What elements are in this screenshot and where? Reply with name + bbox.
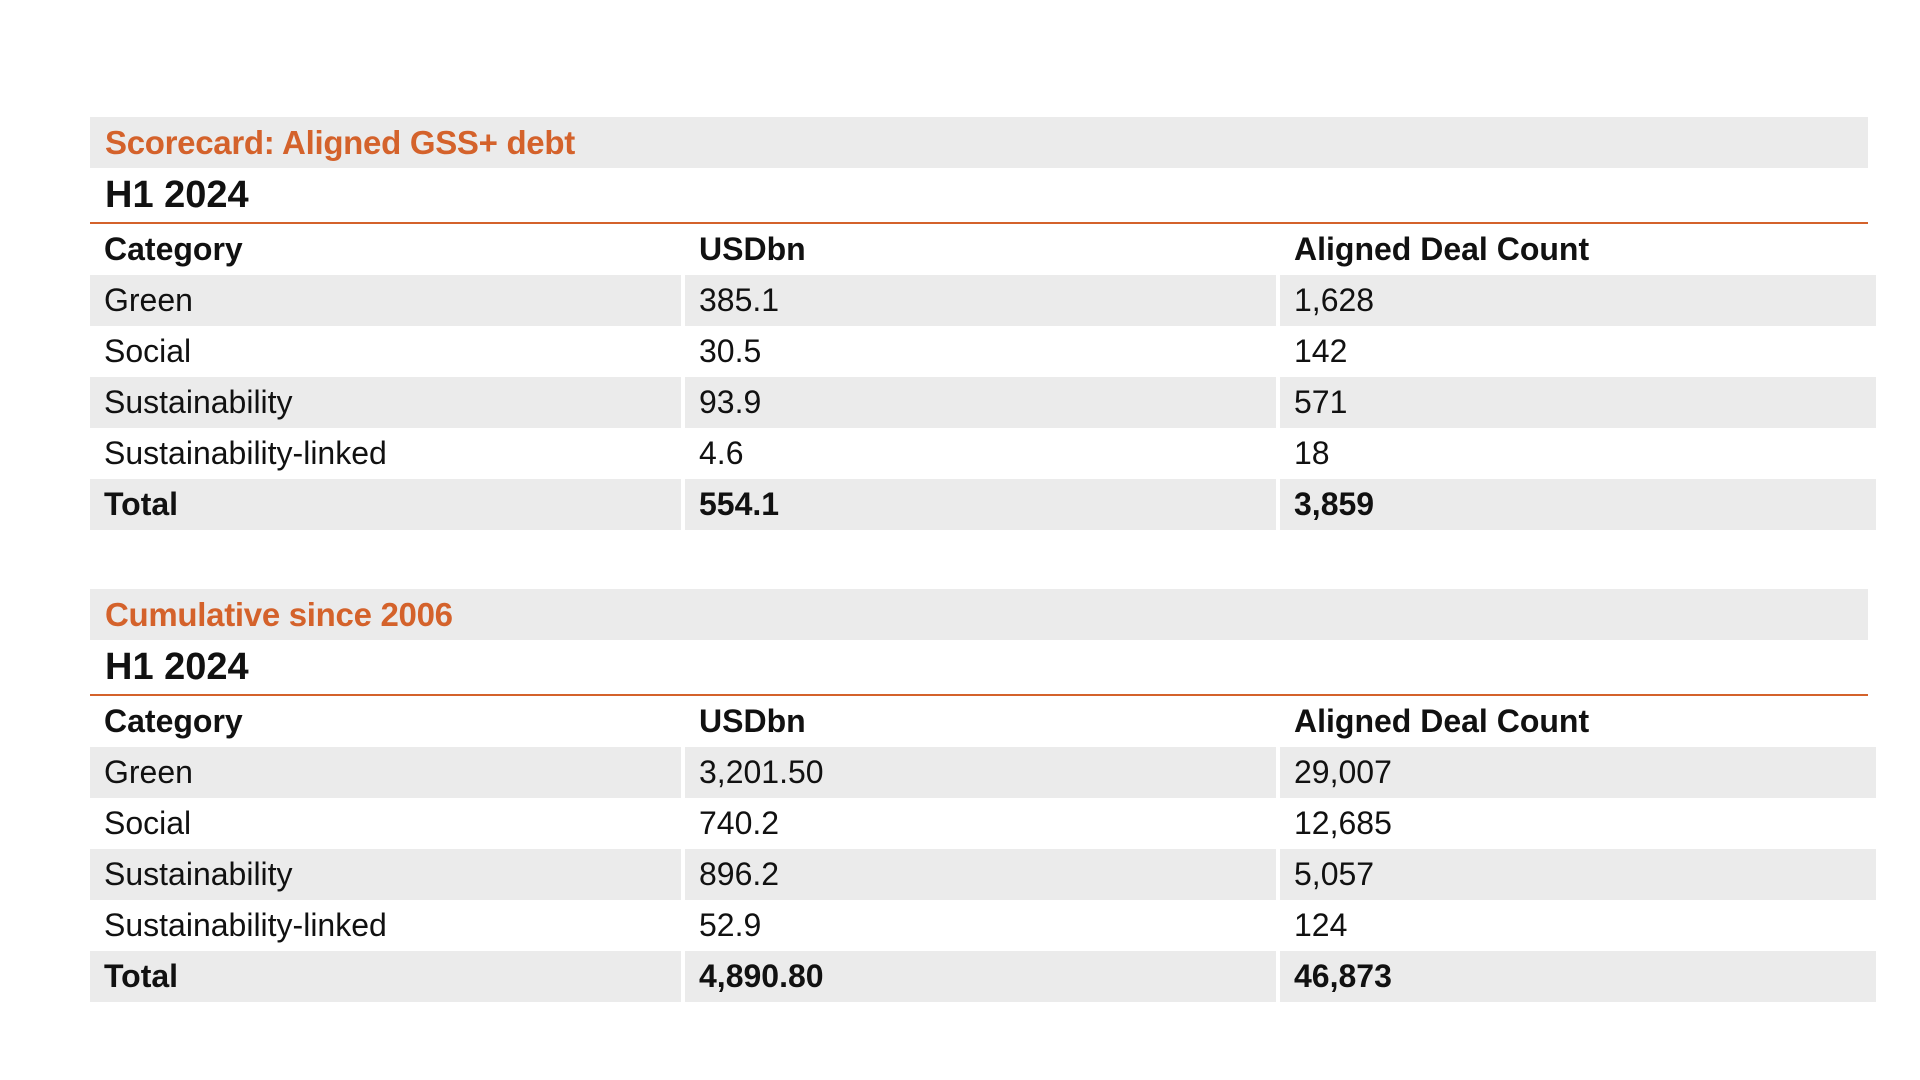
cell-total-deal-count: 3,859 (1280, 479, 1876, 530)
cell-deal-count: 1,628 (1280, 275, 1876, 326)
cell-usdbn: 385.1 (685, 275, 1276, 326)
scorecard-period: H1 2024 (90, 168, 1868, 224)
scorecard-table (86, 224, 1880, 530)
cell-category: Sustainability (90, 377, 681, 428)
cell-usdbn: 93.9 (685, 377, 1276, 428)
table-header-row (90, 224, 1876, 275)
cell-usdbn: 52.9 (685, 900, 1276, 951)
column-header-usdbn: USDbn (685, 696, 1276, 747)
cell-usdbn: 30.5 (685, 326, 1276, 377)
cell-deal-count: 571 (1280, 377, 1876, 428)
cell-category: Green (90, 747, 681, 798)
cell-deal-count: 142 (1280, 326, 1876, 377)
cell-category: Sustainability-linked (90, 900, 681, 951)
cell-category: Green (90, 275, 681, 326)
cell-deal-count: 12,685 (1280, 798, 1876, 849)
cell-usdbn: 4.6 (685, 428, 1276, 479)
table-row (90, 747, 1876, 798)
column-header-category: Category (90, 696, 681, 747)
cell-usdbn: 896.2 (685, 849, 1276, 900)
table-total-row (90, 479, 1876, 530)
table-row (90, 275, 1876, 326)
cell-deal-count: 5,057 (1280, 849, 1876, 900)
cell-category: Social (90, 798, 681, 849)
column-header-category: Category (90, 224, 681, 275)
cell-category: Sustainability (90, 849, 681, 900)
column-header-deal-count: Aligned Deal Count (1280, 224, 1876, 275)
cumulative-table (86, 696, 1880, 1002)
table-header-row (90, 696, 1876, 747)
table-row (90, 377, 1876, 428)
cell-total-usdbn: 554.1 (685, 479, 1276, 530)
column-header-deal-count: Aligned Deal Count (1280, 696, 1876, 747)
cumulative-period: H1 2024 (90, 640, 1868, 696)
cell-total-label: Total (90, 951, 681, 1002)
cell-deal-count: 124 (1280, 900, 1876, 951)
cell-total-usdbn: 4,890.80 (685, 951, 1276, 1002)
cell-usdbn: 3,201.50 (685, 747, 1276, 798)
cumulative-section (90, 589, 1868, 1002)
table-row (90, 798, 1876, 849)
table-total-row (90, 951, 1876, 1002)
scorecard-section (90, 117, 1868, 530)
column-header-usdbn: USDbn (685, 224, 1276, 275)
cell-total-label: Total (90, 479, 681, 530)
table-row (90, 900, 1876, 951)
scorecard-title: Scorecard: Aligned GSS+ debt (90, 117, 1868, 168)
cell-category: Sustainability-linked (90, 428, 681, 479)
table-row (90, 428, 1876, 479)
cumulative-title: Cumulative since 2006 (90, 589, 1868, 640)
cell-usdbn: 740.2 (685, 798, 1276, 849)
cell-deal-count: 29,007 (1280, 747, 1876, 798)
cell-category: Social (90, 326, 681, 377)
table-row (90, 326, 1876, 377)
table-row (90, 849, 1876, 900)
cell-deal-count: 18 (1280, 428, 1876, 479)
cell-total-deal-count: 46,873 (1280, 951, 1876, 1002)
